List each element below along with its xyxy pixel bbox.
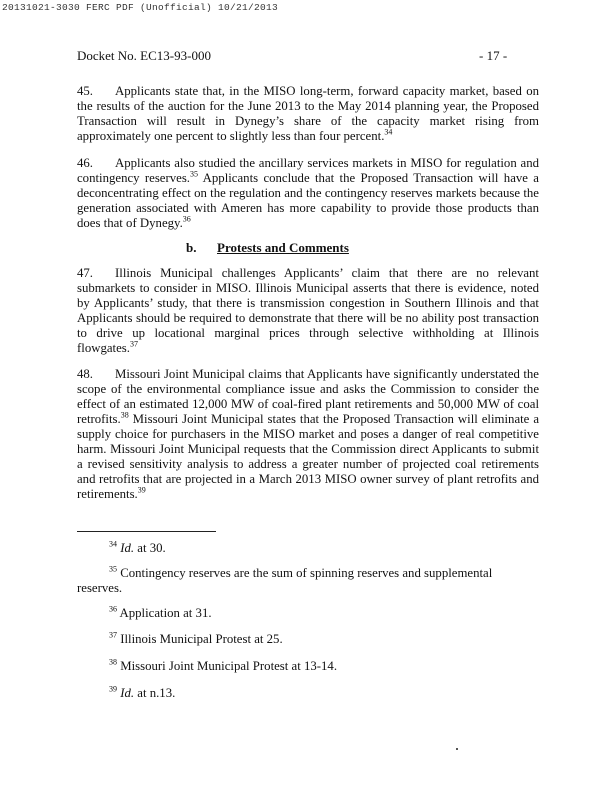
footnote-36 (77, 606, 537, 621)
paragraph-number: 45. (77, 84, 93, 98)
footnote-ref: 38 (120, 410, 129, 420)
footnote-italic: Id. (120, 686, 135, 700)
footnote-ref: 39 (137, 485, 146, 495)
footnote-39 (77, 686, 537, 701)
footnote-number: 37 (109, 630, 117, 640)
footnote-italic: Id. (120, 541, 135, 555)
filing-stamp: 20131021-3030 FERC PDF (Unofficial) 10/21/2013 (2, 2, 279, 13)
footnote-34 (77, 541, 537, 556)
footnote-number: 36 (109, 604, 117, 614)
section-title: Protests and Comments (217, 240, 349, 255)
footnote-text: Illinois Municipal Protest at 25. (120, 632, 283, 646)
section-heading (186, 240, 349, 256)
footnote-text: at n.13. (137, 686, 176, 700)
paragraph-number: 47. (77, 266, 93, 280)
paragraph-text: Applicants state that, in the MISO long-term, forward capacity market, based on the results of the auction for the June 2013 to the May 2014 planning year, the Proposed Transaction will result in Dynegy’s share of the capacity market rising from approximately one percent to slightly less than four percent. (77, 84, 539, 143)
paragraph-number: 46. (77, 156, 93, 170)
page-number: - 17 - (479, 48, 508, 63)
footnote-number: 35 (109, 564, 117, 574)
footnote-ref: 37 (129, 339, 138, 349)
footnote-37 (77, 632, 537, 647)
paragraph-47 (77, 266, 539, 356)
paragraph-text: Applicants also studied the ancillary services markets in MISO for regulation and contingency reserves. (77, 156, 539, 185)
footnote-35 (77, 566, 537, 596)
footnote-number: 39 (109, 684, 117, 694)
paragraph-46 (77, 156, 539, 231)
paragraph-text: Applicants conclude that the Proposed Transaction will have a deconcentrating effect on the regulation and the contingency reserves markets because the generation associated with Ameren has more capability to provide those products than does that of Dynegy. (77, 171, 539, 230)
footnote-separator (77, 531, 216, 532)
footnote-text: Application at 31. (119, 606, 212, 620)
footnote-text: Missouri Joint Municipal Protest at 13-14. (120, 659, 338, 673)
docket-number: Docket No. EC13-93-000 (77, 48, 211, 63)
footnote-ref: 34 (384, 127, 393, 137)
paragraph-text: Missouri Joint Municipal states that the Proposed Transaction will eliminate a supply choice for purchasers in the MISO market and poses a danger of real competitive harm. Missouri Joint Municipal requests that the Commission direct Applicants to submit a revised sensitivity analysis to address a greater number of projected coal retirements and retrofits that are projected in a March 2013 MISO owner survey of plant retrofits and retirements. (77, 412, 539, 501)
footnote-text: at 30. (137, 541, 166, 555)
footnote-text: Contingency reserves are the sum of spinning reserves and supplemental reserves. (77, 566, 493, 595)
footnote-number: 34 (109, 539, 117, 549)
section-letter: b. (186, 240, 197, 255)
paragraph-text: Missouri Joint Municipal claims that Applicants have significantly understated the scope of the environmental compliance issue and asks the Commission to consider the effect of an estimated 12,000 MW of coal-fired plant retirements and 50,000 MW of coal retrofits. (77, 367, 539, 426)
paragraph-number: 48. (77, 367, 93, 381)
footnote-ref: 35 (190, 169, 199, 179)
paragraph-text: Illinois Municipal challenges Applicants’ claim that there are no relevant submarkets to consider in MISO. Illinois Municipal asserts that there is evidence, noted by Applicants’ study, that there is transmission congestion in Southern Illinois and that Applicants should be required to demonstrate that there will be no ability post transaction to drive up locational marginal prices through selective withholding at Illinois flowgates. (77, 266, 539, 355)
footnote-number: 38 (109, 657, 117, 667)
footnote-ref: 36 (182, 214, 191, 224)
scan-speck (456, 748, 458, 750)
paragraph-48 (77, 367, 539, 502)
footnote-38 (77, 659, 537, 674)
paragraph-45 (77, 84, 539, 144)
